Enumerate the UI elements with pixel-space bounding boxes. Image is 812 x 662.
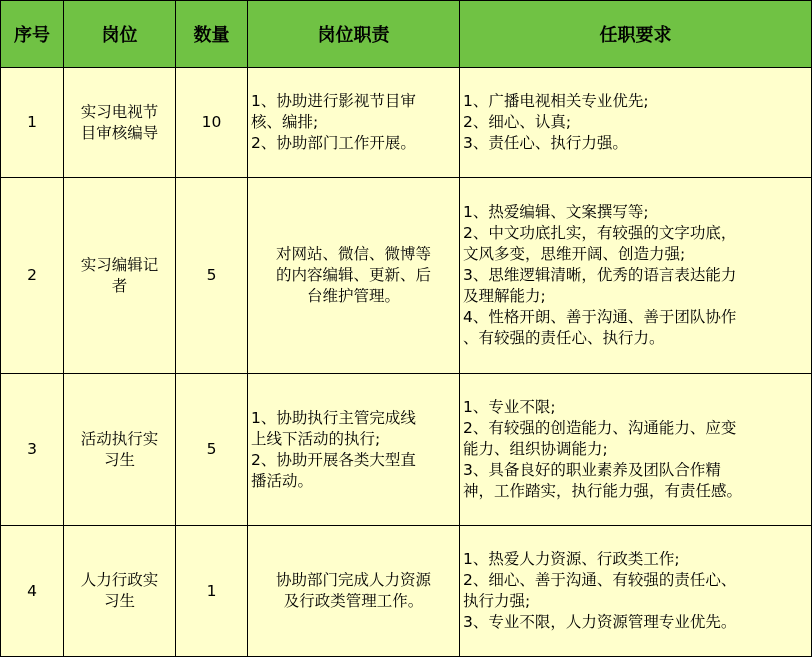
- header-index: 序号: [1, 1, 64, 68]
- duty-line: 播活动。: [251, 471, 314, 490]
- row-position: [64, 178, 176, 374]
- position-line: 目审核编导: [80, 123, 159, 142]
- row-requirements: [460, 526, 812, 657]
- requirement-line: 3、思维逻辑清晰，优秀的语言表达能力: [463, 266, 737, 284]
- row-index: 3: [1, 374, 64, 526]
- requirement-line: 1、广播电视相关专业优先;: [463, 92, 649, 110]
- header-row: [1, 1, 812, 68]
- header-position: 岗位: [64, 1, 176, 68]
- requirement-line: 文风多变，思维开阔、创造力强;: [463, 245, 686, 263]
- row-position: [64, 526, 176, 657]
- duty-line: 1、协助执行主管完成线: [251, 408, 416, 427]
- table-row: [1, 526, 812, 657]
- requirement-line: 3、具备良好的职业素养及团队合作精: [463, 461, 721, 479]
- header-requirements: 任职要求: [460, 1, 812, 68]
- row-quantity: 5: [176, 178, 248, 374]
- row-duties: [248, 374, 460, 526]
- position-line: 人力行政实: [80, 571, 159, 589]
- table-row: [1, 68, 812, 178]
- requirement-line: 1、专业不限;: [463, 398, 556, 416]
- duty-line: 的内容编辑、更新、后: [275, 266, 431, 284]
- row-index: 4: [1, 526, 64, 657]
- row-index: 1: [1, 68, 64, 178]
- row-duties: [248, 526, 460, 657]
- position-line: 者: [111, 276, 128, 295]
- requirement-line: 2、细心、善于沟通、有较强的责任心、: [463, 571, 737, 589]
- row-position: [64, 68, 176, 178]
- table-row: [1, 178, 812, 374]
- requirement-line: 3、责任心、执行力强。: [463, 134, 628, 152]
- position-line: 活动执行实: [80, 429, 159, 448]
- row-requirements: [460, 374, 812, 526]
- row-quantity: 5: [176, 374, 248, 526]
- requirement-line: 2、有较强的创造能力、沟通能力、应变: [463, 419, 737, 437]
- header-quantity: 数量: [176, 1, 248, 68]
- row-quantity: 1: [176, 526, 248, 657]
- duty-line: 1、协助进行影视节目审: [251, 92, 416, 110]
- row-index: 2: [1, 178, 64, 374]
- requirement-line: 1、热爱人力资源、行政类工作;: [463, 550, 680, 568]
- position-line: 实习电视节: [80, 102, 159, 121]
- row-requirements: [460, 68, 812, 178]
- duty-line: 对网站、微信、微博等: [275, 245, 431, 263]
- header-duties: 岗位职责: [248, 1, 460, 68]
- requirement-line: 能力、组织协调能力;: [463, 440, 608, 458]
- position-line: 习生: [103, 450, 135, 469]
- row-requirements: [460, 178, 812, 374]
- requirement-line: 3、专业不限，人力资源管理专业优先。: [463, 613, 737, 631]
- position-line: 实习编辑记: [80, 255, 159, 274]
- row-position: [64, 374, 176, 526]
- requirement-line: 神，工作踏实，执行能力强，有责任感。: [463, 482, 743, 500]
- requirement-line: 、有较强的责任心、执行力。: [463, 329, 665, 347]
- requirement-line: 执行力强;: [463, 592, 531, 610]
- duty-line: 上线下活动的执行;: [251, 429, 381, 448]
- duty-line: 核、编排;: [251, 113, 319, 131]
- duty-line: 及行政类管理工作。: [283, 592, 424, 610]
- requirement-line: 及理解能力;: [463, 287, 546, 305]
- duty-line: 协助部门完成人力资源: [275, 571, 431, 589]
- position-line: 习生: [103, 592, 135, 610]
- requirement-line: 2、中文功底扎实，有较强的文字功底，: [463, 224, 737, 242]
- requirement-line: 4、性格开朗、善于沟通、善于团队协作: [463, 308, 737, 326]
- row-duties: [248, 178, 460, 374]
- row-duties: [248, 68, 460, 178]
- duty-line: 2、协助开展各类大型直: [251, 450, 416, 469]
- row-quantity: 10: [176, 68, 248, 178]
- table-row: [1, 374, 812, 526]
- requirement-line: 2、细心、认真;: [463, 113, 572, 131]
- requirement-line: 1、热爱编辑、文案撰写等;: [463, 203, 649, 221]
- duty-line: 台维护管理。: [306, 287, 400, 305]
- duty-line: 2、协助部门工作开展。: [251, 134, 416, 152]
